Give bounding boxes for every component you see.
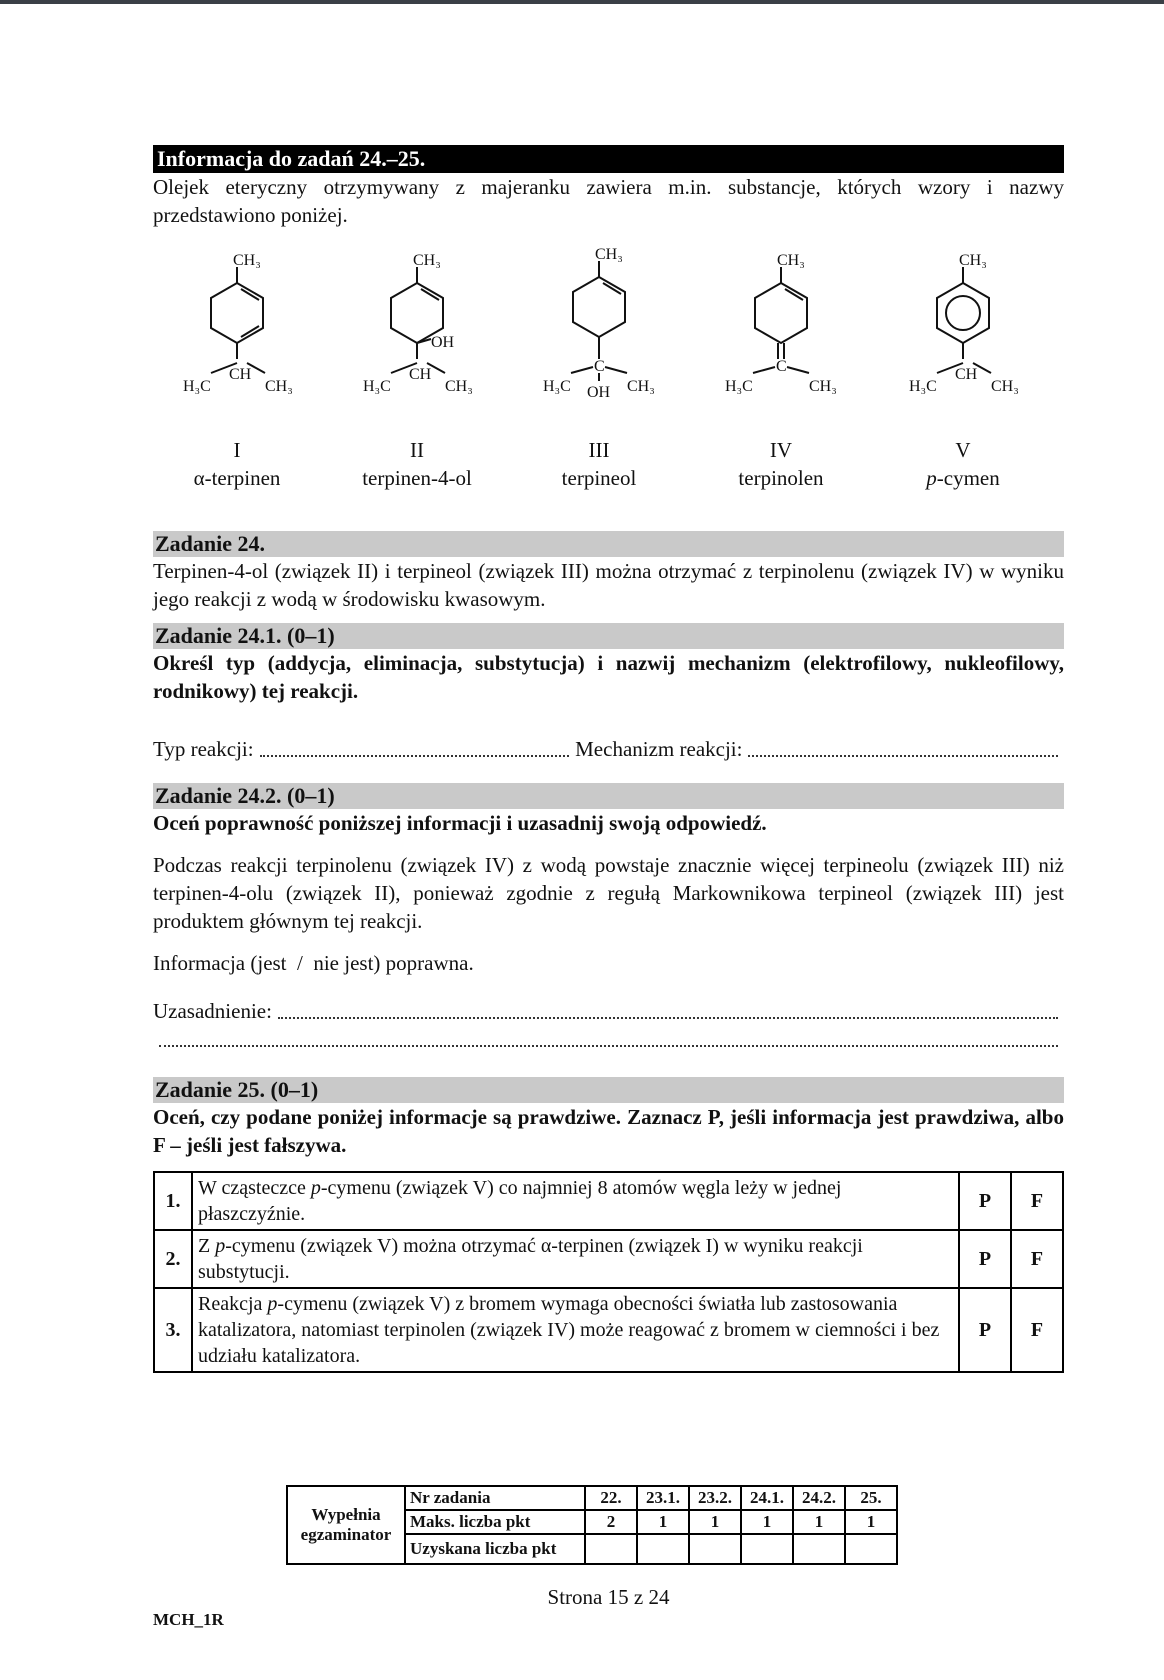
justification-line-2 — [153, 1045, 1064, 1053]
task25-instruction: Oceń, czy podane poniżej informacje są prawdziwe. Zaznacz P, jeśli informacja jest prawdziwa, albo F – jeśli jest fałszywa. — [153, 1105, 1064, 1157]
I-ch: CH — [229, 366, 252, 383]
score-table: Wypełnia egzaminator Nr zadania 22. 23.1. 23.2. 24.1. 24.2. 25. Maks. liczba pkt 2 1 1 1 1 1 Uzyskana liczba pkt — [286, 1485, 898, 1565]
III-oh: OH — [587, 384, 611, 401]
II-h3c: H₃C — [363, 378, 391, 395]
task24-2-statement: Podczas reakcji terpinolenu (związek IV) z wodą powstaje znacznie więcej terpineolu (związek III) niż terpinen-4-olu (związek II), ponieważ zgodnie z regułą Markownikowa terpineol (związek III) jest produktem głównym tej reakcji. — [153, 853, 1064, 933]
statement-text: Reakcja p-cymenu (związek V) z bromem wymaga obecności światła lub zastosowania katalizatora, natomiast terpinolen (związek IV) może reagować z bromem w ciemności i bez udziału katalizatora. — [192, 1288, 959, 1372]
II-ch3: CH₃ — [413, 252, 441, 269]
IV-ch3: CH₃ — [777, 252, 805, 269]
III-ch3b: CH₃ — [627, 378, 655, 395]
answer-p-1[interactable]: P — [959, 1172, 1011, 1230]
score-cell[interactable] — [845, 1534, 897, 1564]
reaction-type-field[interactable] — [260, 735, 570, 757]
molecule-structures — [153, 231, 1064, 531]
IV-h3c: H₃C — [725, 378, 753, 395]
exam-code: MCH_1R — [153, 1610, 224, 1629]
score-cell[interactable] — [585, 1534, 637, 1564]
score-cell[interactable] — [637, 1534, 689, 1564]
table-row: 3. Reakcja p-cymenu (związek V) z bromem wymaga obecności światła lub zastosowania katalizatora, natomiast terpinolen (związek IV) może reagować z bromem w ciemności i bez udziału katalizatora. P F — [154, 1288, 1063, 1372]
examiner-cell: Wypełnia egzaminator — [287, 1486, 405, 1564]
V-ch: CH — [955, 366, 978, 383]
statement-text: W cząsteczce p-cymenu (związek V) co najmniej 8 atomów węgla leży w jednej płaszczyźnie. — [192, 1172, 959, 1230]
task25-header: Zadanie 25. (0–1) — [153, 1077, 1064, 1103]
II-oh: OH — [431, 334, 455, 351]
II-ch3b: CH₃ — [445, 378, 473, 395]
reaction-type-label: Typ reakcji: — [153, 737, 254, 761]
answer-f-2[interactable]: F — [1011, 1230, 1063, 1288]
IV-c: C — [776, 358, 787, 375]
V-h3c: H₃C — [909, 378, 937, 395]
exam-page — [153, 145, 1064, 1629]
justification-label: Uzasadnienie: — [153, 999, 272, 1023]
statement-text: Z p-cymenu (związek V) można otrzymać α-terpinen (związek I) w wyniku reakcji substytucji. — [192, 1230, 959, 1288]
score-cell[interactable] — [741, 1534, 793, 1564]
answer-p-2[interactable]: P — [959, 1230, 1011, 1288]
IV-ch3b: CH₃ — [809, 378, 837, 395]
V-ch3b: CH₃ — [991, 378, 1019, 395]
true-false-table — [153, 1171, 1064, 1373]
task24-text: Terpinen-4-ol (związek II) i terpineol (związek III) można otrzymać z terpinolenu (związek IV) w wyniku jego reakcji z wodą w środowisku kwasowym. — [153, 559, 1064, 611]
structure-V — [937, 267, 991, 373]
score-cell[interactable] — [689, 1534, 741, 1564]
molecule-label-III: III terpineol — [561, 438, 637, 490]
table-row: 1. W cząsteczce p-cymenu (związek V) co najmniej 8 atomów węgla leży w jednej płaszczyźnie. P F — [154, 1172, 1063, 1230]
answer-f-1[interactable]: F — [1011, 1172, 1063, 1230]
III-ch3: CH₃ — [595, 246, 623, 263]
III-h3c: H₃C — [543, 378, 571, 395]
table-row: 2. Z p-cymenu (związek V) można otrzymać α-terpinen (związek I) w wyniku reakcji substytucji. P F — [154, 1230, 1063, 1288]
molecule-label-II: II terpinen-4-ol — [362, 438, 472, 490]
V-ch3: CH₃ — [959, 252, 987, 269]
II-ch: CH — [409, 366, 432, 383]
justification-line-1 — [153, 997, 1064, 1025]
task24-1-header: Zadanie 24.1. (0–1) — [153, 623, 1064, 649]
page-number: Strona 15 z 24 — [547, 1585, 670, 1609]
III-c: C — [594, 358, 605, 375]
molecule-label-I: I α-terpinen — [193, 438, 281, 490]
score-cell[interactable] — [793, 1534, 845, 1564]
justification-field-1[interactable] — [278, 997, 1058, 1019]
info-header: Informacja do zadań 24.–25. — [153, 145, 1064, 173]
window-top-bar — [0, 0, 1164, 4]
I-ch3: CH₃ — [233, 252, 261, 269]
structure-I — [211, 267, 265, 373]
molecule-label-IV: IV terpinolen — [738, 438, 824, 490]
justification-field-2[interactable] — [159, 1045, 1058, 1047]
molecule-label-V: V p-cymen — [926, 438, 1000, 490]
info-text: Olejek eteryczny otrzymywany z majeranku zawiera m.in. substancje, których wzory i nazwy przedstawiono poniżej. — [153, 175, 1064, 227]
reaction-mechanism-field[interactable] — [748, 735, 1058, 757]
I-h3c: H₃C — [183, 378, 211, 395]
I-ch3b: CH₃ — [265, 378, 293, 395]
task24-header: Zadanie 24. — [153, 531, 1064, 557]
task24-2-choice[interactable]: Informacja (jest / nie jest) poprawna. — [153, 951, 474, 975]
task24-2-instruction: Oceń poprawność poniższej informacji i uzasadnij swoją odpowiedź. — [153, 811, 767, 835]
task24-2-header: Zadanie 24.2. (0–1) — [153, 783, 1064, 809]
answer-p-3[interactable]: P — [959, 1288, 1011, 1372]
reaction-mechanism-label: Mechanizm reakcji: — [575, 737, 743, 761]
task24-1-answer-line — [153, 735, 1064, 763]
answer-f-3[interactable]: F — [1011, 1288, 1063, 1372]
task24-1-instruction: Określ typ (addycja, eliminacja, substytucja) i nazwij mechanizm (elektrofilowy, nukleofilowy, rodnikowy) tej reakcji. — [153, 651, 1064, 703]
structure-II — [391, 267, 445, 373]
